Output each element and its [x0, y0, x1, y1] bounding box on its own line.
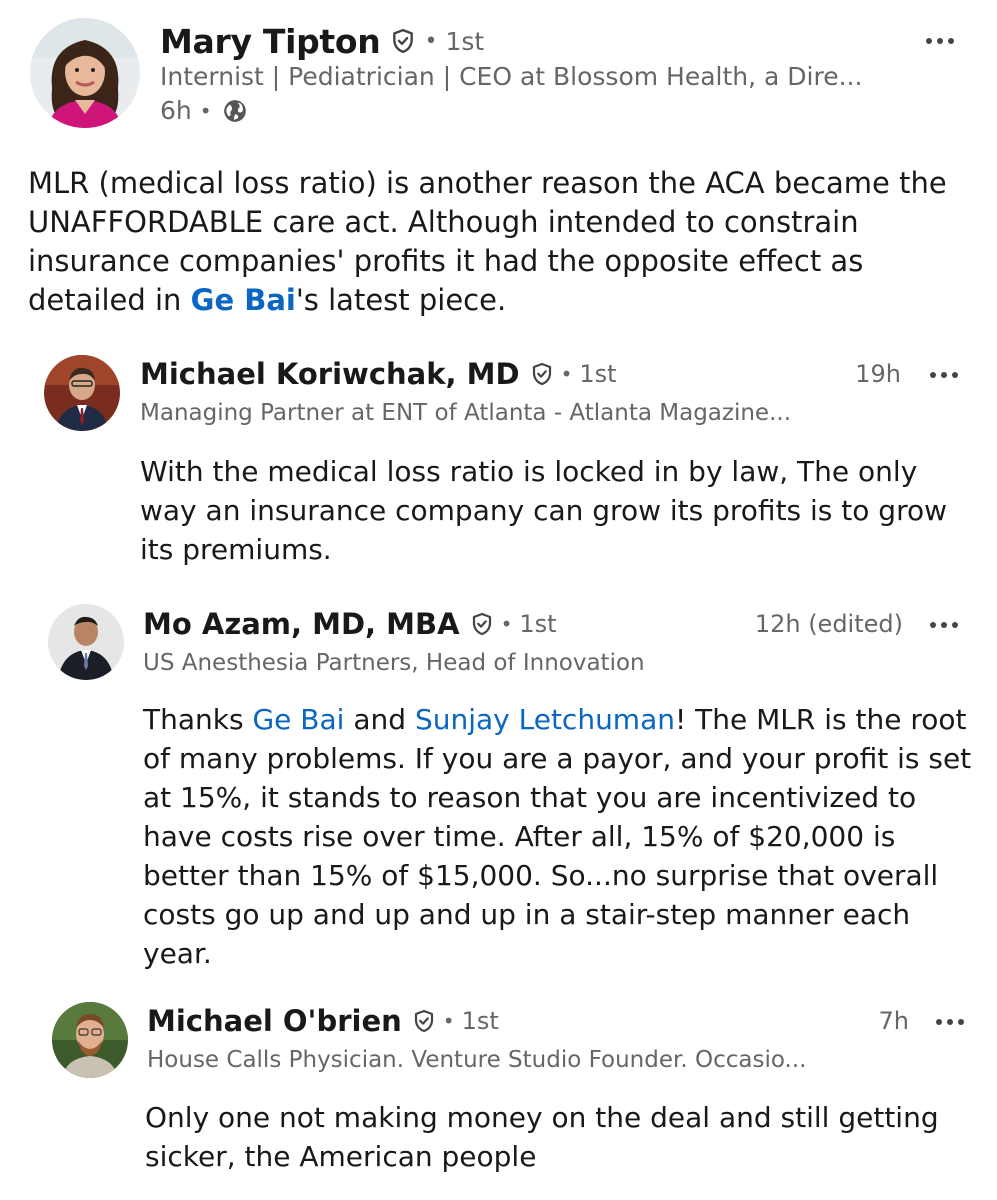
- more-options-icon[interactable]: [930, 372, 958, 378]
- commenter-avatar[interactable]: [44, 355, 120, 431]
- more-options-icon[interactable]: [936, 1019, 964, 1025]
- verified-shield-icon: [470, 612, 494, 636]
- commenter-avatar[interactable]: [52, 1002, 128, 1078]
- comment-text: Only one not making money on the deal and still getting sicker, the American people: [145, 1101, 939, 1173]
- connection-degree: 1st: [445, 26, 485, 56]
- connection-degree: 1st: [461, 1007, 499, 1035]
- comment-time: 12h (edited): [754, 610, 903, 638]
- commenter-avatar[interactable]: [48, 604, 124, 680]
- post-text-end: 's latest piece.: [295, 283, 507, 317]
- comment-text: [143, 700, 973, 973]
- comment-text-rest: ! The MLR is the root of many problems. If you are a payor, and your profit is set at 15%, it stands to reason that you are incentivized to have costs rise over time. After all, 15% of $20,000 is better than 15% of $15,000. So...no surprise that overall costs go up and up and up in a stair-step manner each year.: [143, 703, 972, 970]
- separator-dot: •: [199, 98, 212, 123]
- comment-time: 19h: [855, 360, 901, 388]
- verified-shield-icon: [530, 362, 554, 386]
- author-headline: Internist | Pediatrician | CEO at Blossom Health, a Dire...: [160, 62, 863, 91]
- commenter-name[interactable]: Michael Koriwchak, MD: [140, 357, 520, 391]
- commenter-name-line: [143, 604, 557, 644]
- post-text: MLR (medical loss ratio) is another reason the ACA became the UNAFFORDABLE care act. Although intended to constrain insurance companies' profits it had the opposite effect as detailed in: [28, 166, 947, 317]
- woman-avatar-photo: [30, 18, 140, 128]
- post-header: [0, 0, 997, 140]
- commenter-headline: Managing Partner at ENT of Atlanta - Atlanta Magazine...: [140, 400, 792, 426]
- commenter-name-line: [140, 354, 617, 394]
- more-options-icon[interactable]: [926, 38, 954, 44]
- connection-degree: 1st: [579, 360, 617, 388]
- commenter-name-line: [147, 1001, 499, 1041]
- verified-shield-icon: [390, 28, 416, 54]
- mention-link[interactable]: Ge Bai: [252, 703, 345, 736]
- globe-icon: [222, 98, 248, 124]
- comment-text-prefix: Thanks: [143, 703, 253, 736]
- man-avatar-photo: [52, 1002, 128, 1078]
- man-avatar-photo: [44, 355, 120, 431]
- comment-time: 7h: [878, 1007, 909, 1035]
- author-name[interactable]: Mary Tipton: [160, 21, 381, 61]
- man-avatar-photo: [48, 604, 124, 680]
- mention-link[interactable]: Sunjay Letchuman: [414, 703, 675, 736]
- commenter-headline: House Calls Physician. Venture Studio Founder. Occasio...: [147, 1047, 807, 1073]
- post-time: 6h: [160, 96, 192, 125]
- comment-text-and: and: [344, 703, 415, 736]
- comment: [0, 352, 997, 572]
- verified-shield-icon: [412, 1009, 436, 1033]
- post-body: [28, 164, 978, 320]
- commenter-headline: US Anesthesia Partners, Head of Innovation: [143, 650, 645, 676]
- mention-link[interactable]: Ge Bai: [190, 283, 296, 317]
- separator-dot: •: [500, 612, 513, 636]
- commenter-name[interactable]: Mo Azam, MD, MBA: [143, 607, 460, 641]
- author-name-line: [160, 18, 484, 64]
- comment: [0, 1000, 997, 1200]
- separator-dot: •: [560, 362, 573, 386]
- commenter-name[interactable]: Michael O'brien: [147, 1004, 402, 1038]
- post-timestamp-line: [160, 96, 248, 125]
- separator-dot: •: [424, 28, 438, 54]
- author-avatar[interactable]: [30, 18, 140, 128]
- comment: [0, 602, 997, 972]
- comment-text: With the medical loss ratio is locked in by law, The only way an insurance company can grow its profits is to grow its premiums.: [140, 455, 948, 566]
- separator-dot: •: [442, 1009, 455, 1033]
- connection-degree: 1st: [519, 610, 557, 638]
- more-options-icon[interactable]: [930, 622, 958, 628]
